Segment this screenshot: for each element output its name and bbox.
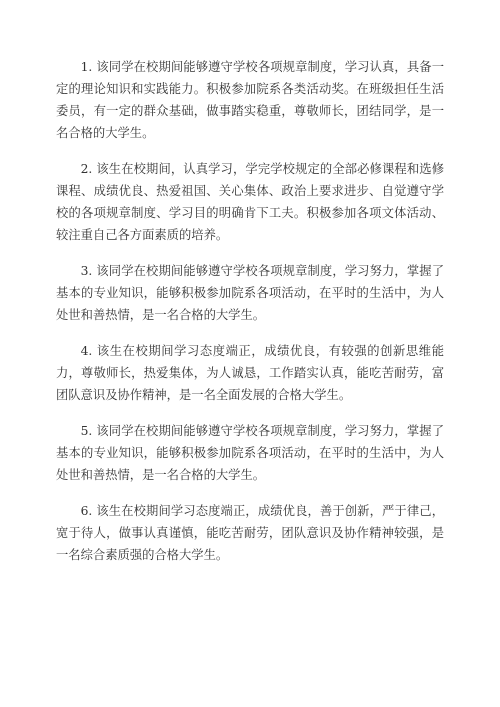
paragraph-6: 6. 该生在校期间学习态度端正，成绩优良，善于创新，严于律己，宽于待人，做事认真谨慎，能吃苦耐劳，团队意识及协作精神较强，是一名综合素质强的合格大学生。 [56, 504, 444, 562]
document-page [56, 56, 444, 580]
paragraph-1: 1. 该同学在校期间能够遵守学校各项规章制度，学习认真，具备一定的理论知识和实践能力。积极参加院系各类活动奖。在班级担任生活委员，有一定的群众基础，做事踏实稳重，尊敬师长，团结同学，是一名合格的大学生。 [56, 60, 444, 140]
paragraph-5: 5. 该同学在校期间能够遵守学校各项规章制度，学习努力，掌握了基本的专业知识，能够积极参加院系各项活动，在平时的生活中，为人处世和善热情，是一名合格的大学生。 [56, 424, 444, 482]
paragraph-3: 3. 该同学在校期间能够遵守学校各项规章制度，学习努力，掌握了基本的专业知识，能够积极参加院系各项活动，在平时的生活中，为人处世和善热情，是一名合格的大学生。 [56, 264, 444, 322]
paragraph-2: 2. 该生在校期间，认真学习，学完学校规定的全部必修课程和选修课程、成绩优良、热爱祖国、关心集体、政治上要求进步、自觉遵守学校的各项规章制度、学习目的明确肯下工夫。积极参加各项文体活动、较注重自己各方面素质的培养。 [56, 162, 444, 242]
paragraph-4: 4. 该生在校期间学习态度端正，成绩优良，有较强的创新思维能力，尊敬师长，热爱集体，为人诚恳，工作踏实认真，能吃苦耐劳，富团队意识及协作精神，是一名全面发展的合格大学生。 [56, 344, 444, 402]
